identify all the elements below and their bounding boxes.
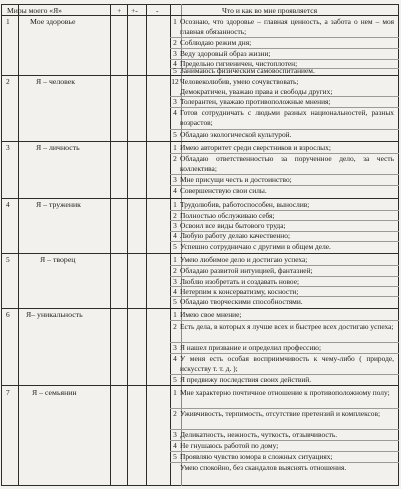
item-number: 3 <box>173 343 177 352</box>
item-number: 1 <box>173 255 177 264</box>
header-rule <box>1 15 399 16</box>
item-text: Успешно сотрудничаю с другими в общем деле. <box>180 242 331 251</box>
item-number: 5 <box>173 66 177 75</box>
item-text: Полностью обслуживаю себя; <box>180 211 275 220</box>
item-number: 4 <box>173 287 177 296</box>
item-text: Демократичен, уважаю права и свободы других; <box>180 87 333 96</box>
header-manifest: Что и как во мне проявляется <box>222 6 318 15</box>
item-number: 4 <box>173 59 177 68</box>
item-number: 2 <box>173 409 177 418</box>
item-number: 4 <box>173 354 177 363</box>
item-number: 5 <box>173 452 177 461</box>
row-number: 6 <box>6 310 10 319</box>
item-number: 2 <box>173 322 177 331</box>
col-divider-world <box>110 4 111 486</box>
item-number: 3 <box>173 277 177 286</box>
item-text: Толерантен, уважаю противоположные мнения; <box>180 97 331 106</box>
header-minus: - <box>156 6 159 15</box>
world-name: Я – семьянин <box>32 388 77 397</box>
item-text: Обладаю развитой интуицией, фантазией; <box>180 266 313 275</box>
item-number: 3 <box>173 97 177 106</box>
item-text: Есть дела, в которых я лучше всех и быстрее всех достигаю успеха; <box>180 322 394 331</box>
row-rule <box>1 385 399 386</box>
item-text: Занимаюсь физическим самовоспитанием. <box>180 66 315 75</box>
item-text: Мне характерно почтичное отношение к противоположному полу; <box>180 388 390 397</box>
item-text: Веду здоровый образ жизни; <box>180 49 271 58</box>
header-plus: + <box>117 6 122 15</box>
col-divider-plusminus <box>146 4 147 486</box>
item-number: 3 <box>173 175 177 184</box>
world-name: Я – человек <box>36 77 76 86</box>
item-number: 12 <box>171 77 179 86</box>
item-number: 3 <box>173 49 177 58</box>
item-text: Соблюдаю режим дня; <box>180 38 252 47</box>
world-name: Мое здоровье <box>30 17 76 26</box>
item-text: Не гнушаюсь работой по дому; <box>180 441 279 450</box>
row-rule <box>1 198 399 199</box>
item-text: Я предвижу последствия своих действий. <box>180 375 312 384</box>
row-number: 3 <box>6 143 10 152</box>
item-number: 1 <box>173 17 177 26</box>
item-text: Умею спокойно, без скандалов выяснять отношения. <box>180 463 347 472</box>
row-rule <box>1 141 399 142</box>
item-text: Имею авторитет среди сверстников и взрослых; <box>180 143 331 152</box>
header-plusminus: +- <box>131 6 138 15</box>
item-text: Обладаю творческими способностями. <box>180 297 303 306</box>
row-number: 4 <box>6 200 10 209</box>
item-text: Уживчивость, терпимость, отсутствие претензий и комплексов; <box>180 409 381 418</box>
item-text: Человеколюбив, умею сочувствовать; <box>180 77 299 86</box>
item-number: 5 <box>173 130 177 139</box>
row-rule <box>1 308 399 309</box>
row-number: 5 <box>6 255 10 264</box>
item-number: 1 <box>173 388 177 397</box>
item-text: Готов сотрудничать с людьми разных национальностей, разных возрастов; <box>180 108 394 127</box>
item-number: 5 <box>173 297 177 306</box>
item-text: Нетерпим к консерватизму, косности; <box>180 287 299 296</box>
world-name: Я – творец <box>40 255 76 264</box>
world-name: Я – личность <box>36 143 80 152</box>
header-worlds: Миры моего «Я» <box>7 6 62 15</box>
item-number: 5 <box>173 242 177 251</box>
item-number: 1 <box>173 310 177 319</box>
item-text: Люблю изобретать и создавать новое; <box>180 277 300 286</box>
item-text: Освоил все виды бытового труда; <box>180 221 286 230</box>
world-name: Я– уникальность <box>26 310 83 319</box>
item-text: Имею свое мнение; <box>180 310 242 319</box>
col-divider-num <box>18 4 19 486</box>
item-number: 2 <box>173 211 177 220</box>
row-rule <box>1 253 399 254</box>
item-number: 4 <box>173 441 177 450</box>
item-number: 4 <box>173 108 177 117</box>
item-number: 1 <box>173 200 177 209</box>
item-text: Трудолюбив, работоспособен, вынослив; <box>180 200 310 209</box>
item-number: 4 <box>173 186 177 195</box>
item-text: Умею любимое дело и достигаю успеха; <box>180 255 308 264</box>
item-rule <box>170 320 399 321</box>
item-text: Любую работу делаю качественно; <box>180 231 291 240</box>
item-number: 2 <box>173 38 177 47</box>
item-text: Осознаю, что здоровье – главная ценность, а забота о нем – моя главная обязанность; <box>180 17 394 36</box>
item-text: Предельно гигиеничен, чистоплотен; <box>180 59 298 68</box>
item-number: 3 <box>173 221 177 230</box>
item-text: Деликатность, нежность, чуткость, отзывчивость. <box>180 430 338 439</box>
item-number: 4 <box>173 231 177 240</box>
item-text: У меня есть особая восприимчивость к чему-либо ( природе, искусству т. т. д. ); <box>180 354 394 373</box>
item-text: Мне присущи честь и достоинство; <box>180 175 292 184</box>
item-text: Я нашел призвание и определил профессию; <box>180 343 321 352</box>
item-text: Проявляю чувство юмора в сложных ситуациях; <box>180 452 333 461</box>
row-number: 7 <box>6 388 10 397</box>
col-divider-plus <box>127 4 128 486</box>
item-number: 1 <box>173 143 177 152</box>
item-text: Совершенствую свои силы. <box>180 186 267 195</box>
item-number: 2 <box>173 154 177 163</box>
item-number: 5 <box>173 375 177 384</box>
item-number: 2 <box>173 266 177 275</box>
world-name: Я – труженик <box>36 200 81 209</box>
item-text: Обладаю ответственностью за порученное дело, за честь коллектива; <box>180 154 394 173</box>
row-number: 2 <box>6 77 10 86</box>
item-text: Обладаю экологической культурой. <box>180 130 292 139</box>
row-number: 1 <box>6 17 10 26</box>
item-number: 3 <box>173 430 177 439</box>
